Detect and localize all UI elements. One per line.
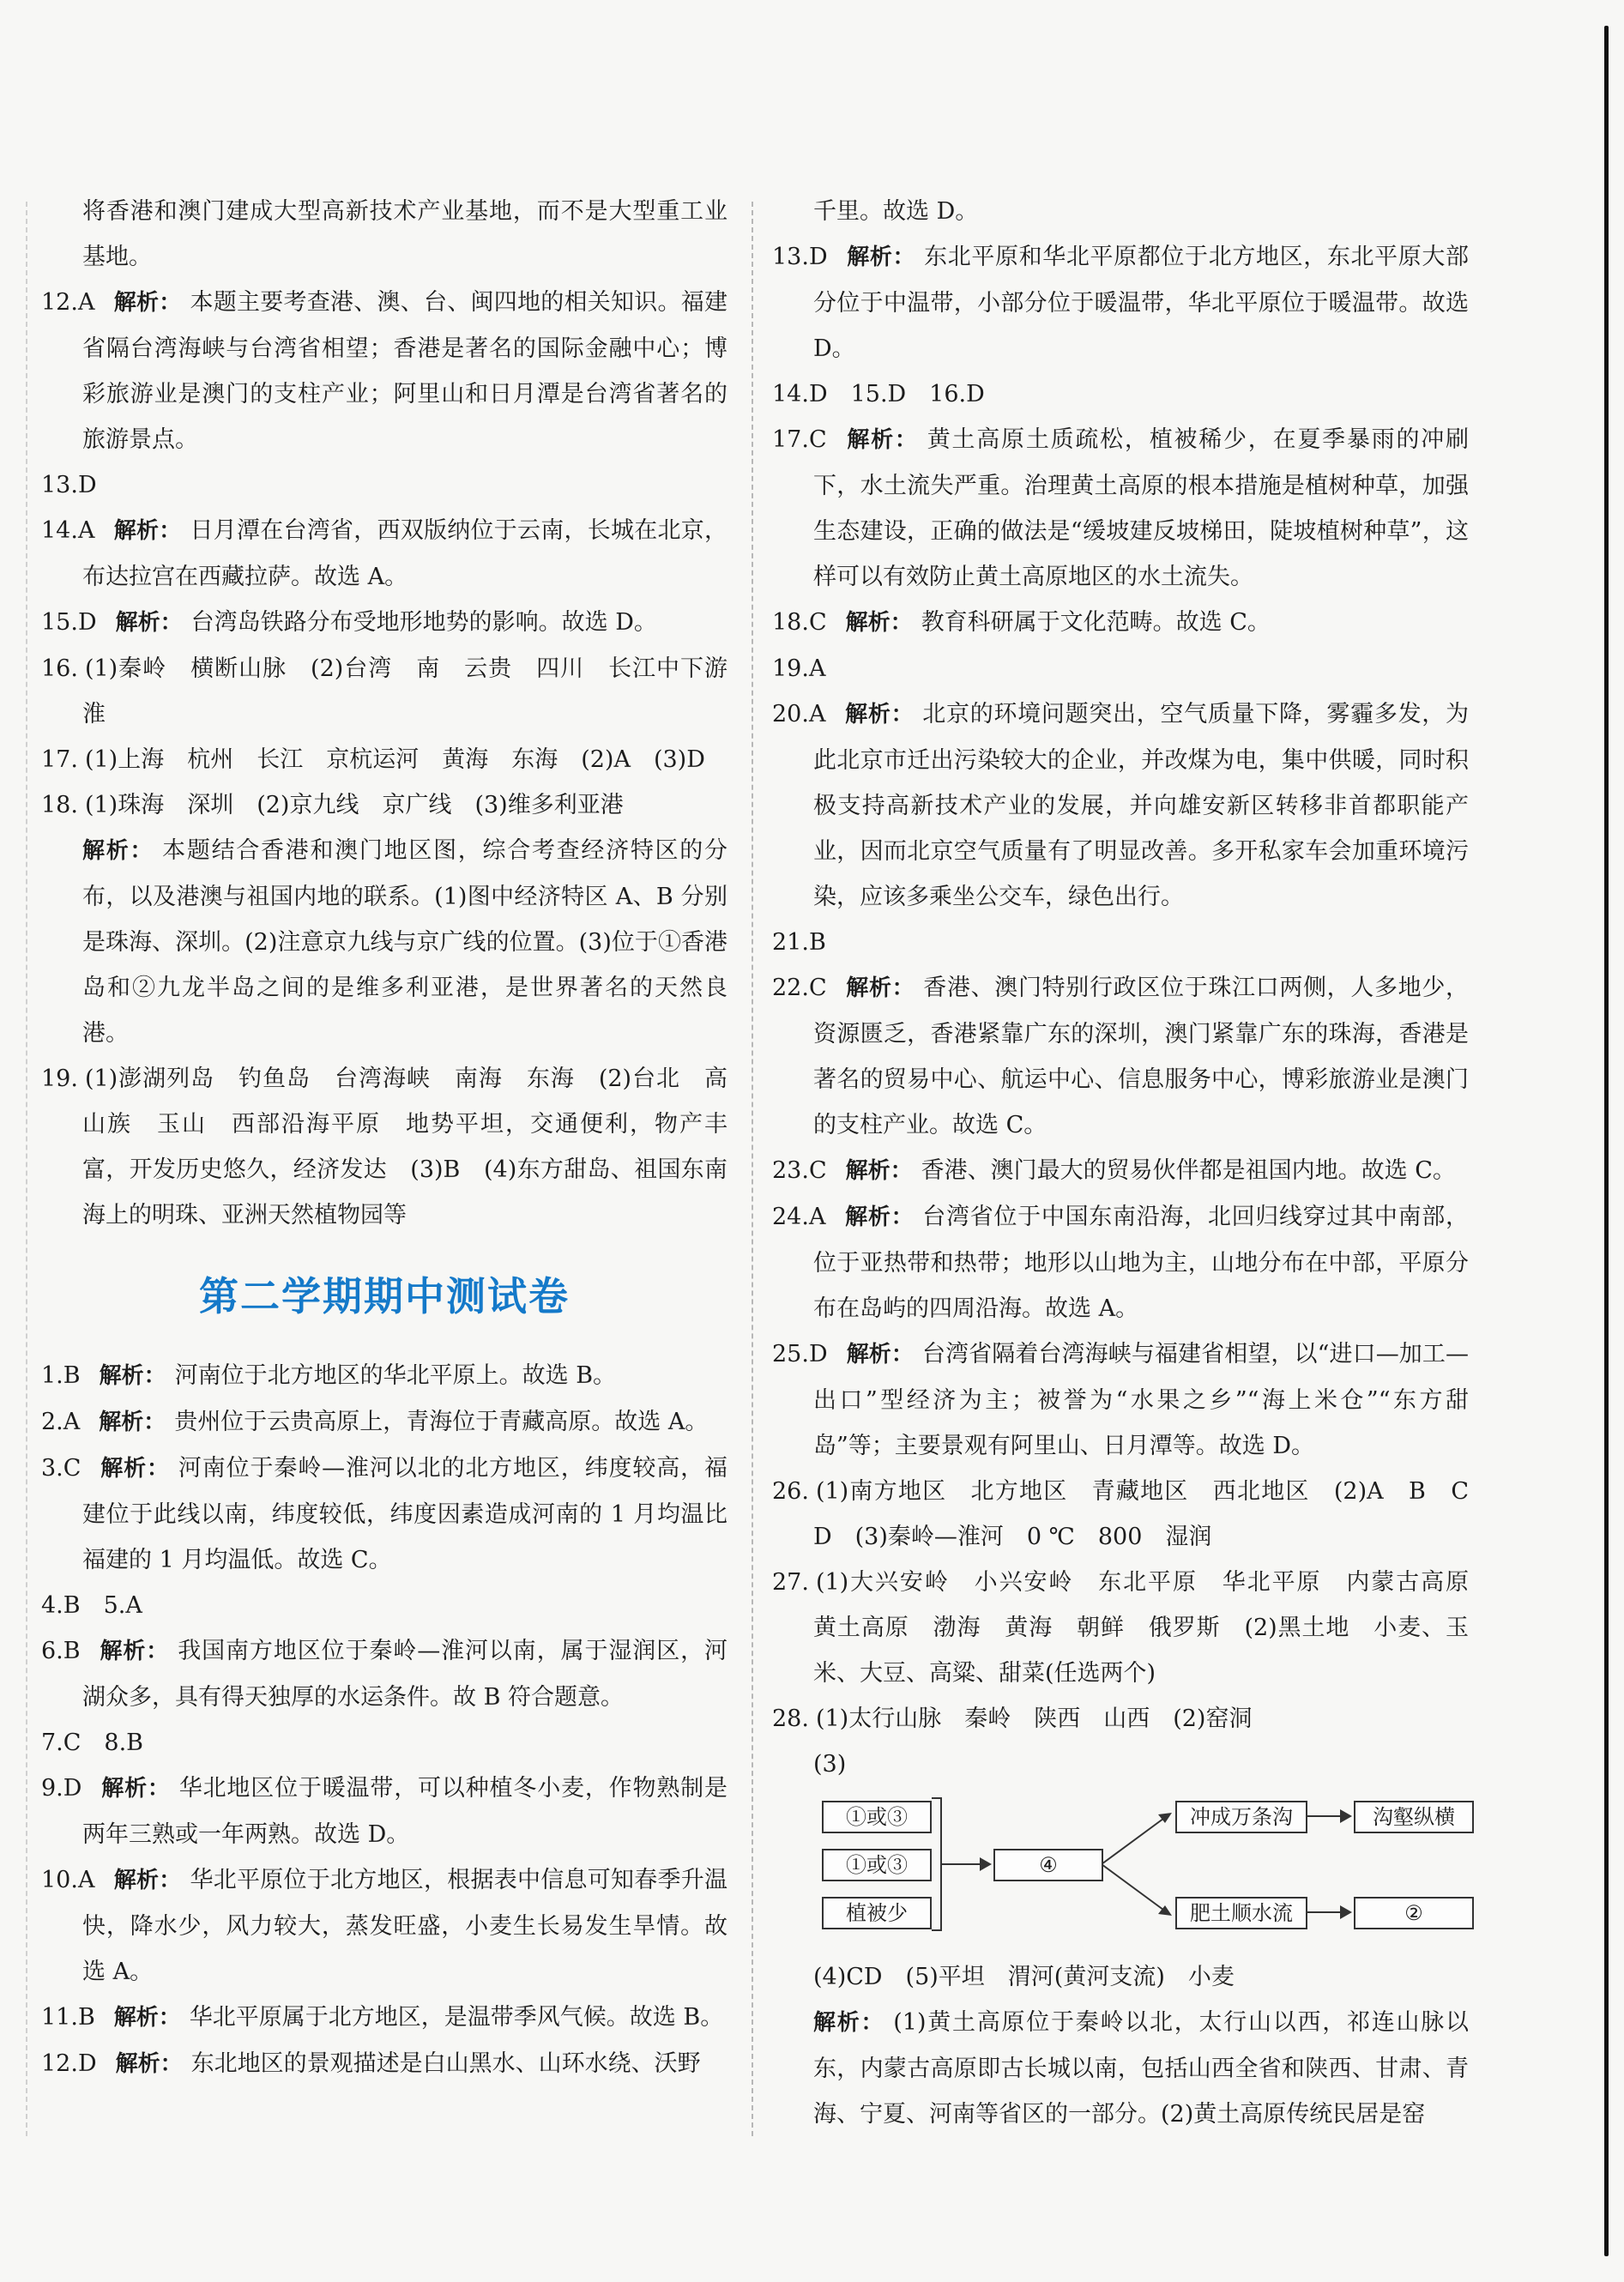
answer-19	[772, 646, 1469, 691]
answer-13	[41, 462, 727, 508]
analysis-label: 解析：	[100, 1776, 171, 1802]
answer-number: 1.B	[41, 1362, 81, 1389]
answer-text: 香港、澳门特别行政区位于珠江口两侧，人多地少，资源匮乏，香港紧靠广东的深圳，澳门紧靠广东的珠海，香港是著名的贸易中心、航运中心、信息服务中心，博彩旅游业是澳门的支柱产业。故选 C。	[813, 975, 1469, 1138]
diagram-box-cause-1: ①或③	[822, 1801, 932, 1833]
answer-text: (1)黄土高原位于秦岭以北，太行山以西，祁连山脉以东，内蒙古高原即古长城以南，包括山西全省和陕西、甘肃、青海、宁夏、河南等省区的一部分。(2)黄土高原传统民居是窑	[813, 2009, 1469, 2128]
analysis-label: 解析：	[113, 1868, 182, 1893]
answer-text: 台湾省位于中国东南沿海，北回归线穿过其中南部，位于亚热带和热带；地形以山地为主，山地分布在中部，平原分布在岛屿的四周沿海。故选 A。	[813, 1204, 1469, 1322]
answer-text: 本题主要考查港、澳、台、闽四地的相关知识。福建省隔台湾海峡与台湾省相望；香港是著名的国际金融中心；博彩旅游业是澳门的支柱产业；阿里山和日月潭是台湾省著名的旅游景点。	[82, 289, 727, 453]
answer-number: 24.A	[772, 1204, 826, 1230]
answer-number: 16.	[41, 655, 78, 682]
diagram-box-soil-loss: 肥土顺水流	[1175, 1897, 1307, 1929]
answer-text: 我国南方地区位于秦岭—淮河以南，属于湿润区，河湖众多，具有得天独厚的水运条件。故 B 符合题意。	[82, 1638, 727, 1711]
answer-text: 香港、澳门最大的贸易伙伴都是祖国内地。故选 C。	[921, 1157, 1456, 1184]
answer-12	[41, 280, 727, 462]
answer-text: 东北地区的景观描述是白山黑水、山环水绕、沃野	[190, 2050, 701, 2077]
branch-up-line	[1102, 1816, 1167, 1864]
diagram-box-ravines: 沟壑纵横	[1354, 1801, 1474, 1833]
diagram-box-cause-2: ①或③	[822, 1849, 932, 1881]
answer-number: 11.B	[41, 2004, 95, 2031]
answer-number: 12.A	[41, 289, 95, 316]
continued-line: 将香港和澳门建成大型高新技术产业基地，而不是大型重工	[82, 198, 704, 225]
answer-text: (1)秦岭 横断山脉 (2)台湾 南 云贵 四川 长江中下游 淮	[82, 655, 751, 727]
answer-number: 6.B	[41, 1638, 81, 1664]
diagram-branch-arrows	[1102, 1797, 1179, 1935]
brace-bottom	[932, 1929, 942, 1931]
answer-4-5	[41, 1583, 727, 1628]
column-divider	[752, 202, 753, 2136]
answer-14-16	[772, 371, 1469, 417]
answer-7-8	[41, 1720, 727, 1766]
answer-number: 4.B 5.A	[41, 1592, 142, 1619]
diagram-box-center: ④	[993, 1849, 1103, 1881]
answer-28	[772, 1696, 1469, 1742]
answer-text: 河南位于秦岭—淮河以北的北方地区，纬度较高，福建位于此线以南，纬度较低，纬度因素造成河南的 1 月均温比福建的 1 月均温低。故选 C。	[82, 1455, 727, 1573]
answer-13	[772, 234, 1469, 371]
diagram-box-result: ②	[1354, 1897, 1474, 1929]
answer-text: (1)太行山脉 秦岭 陕西 山西 (2)窑洞	[815, 1705, 1253, 1732]
answer-20	[772, 691, 1469, 920]
answer-22	[772, 965, 1469, 1148]
answer-text: 本题结合香港和澳门地区图，综合考查经济特区的分布，以及港澳与祖国内地的联系。(1)图中经济特区 A、B 分别是珠海、深圳。(2)注意京九线与京广线的位置。(3)位于①香港岛和②九龙半岛之间的是维多利亚港，是世界著名的天然良港。	[82, 837, 727, 1047]
answer-text: 华北地区位于暖温带，可以种植冬小麦，作物熟制是两年三熟或一年两熟。故选 D。	[82, 1775, 727, 1848]
analysis-label: 解析：	[113, 2005, 181, 2031]
answer-number: 12.D	[41, 2050, 97, 2077]
arrow-to-center	[942, 1863, 980, 1865]
analysis-label: 解析：	[115, 2051, 183, 2077]
answer-3	[41, 1446, 727, 1583]
answer-number: 13.D	[772, 244, 828, 270]
answer-number: 19.A	[772, 655, 826, 682]
answer-number: 23.C	[772, 1157, 827, 1184]
erosion-flow-diagram	[822, 1797, 1474, 1947]
diagram-box-gullies: 冲成万条沟	[1175, 1801, 1307, 1833]
answer-11	[41, 1995, 727, 2041]
continued-text	[772, 189, 1469, 234]
analysis-label: 解析：	[99, 1639, 170, 1664]
answer-19	[41, 1056, 727, 1238]
analysis-label: 解析：	[844, 1204, 915, 1230]
answer-number: 17.	[41, 746, 78, 773]
analysis-label: 解析：	[846, 244, 916, 270]
answer-16	[41, 646, 751, 737]
answer-24	[772, 1194, 1469, 1331]
answer-10	[41, 1857, 727, 1995]
page-edge-shadow	[1604, 26, 1609, 2256]
answer-12	[41, 2041, 727, 2087]
answer-number: 7.C 8.B	[41, 1730, 144, 1756]
arrow-bottom	[1307, 1911, 1342, 1913]
section-title: 第二学期期中测试卷	[199, 1273, 570, 1319]
arrowhead	[1340, 1905, 1352, 1919]
answer-number: 18.	[41, 792, 78, 818]
answer-26	[772, 1469, 1492, 1560]
answer-text: 东北平原和华北平原都位于北方地区，东北平原大部分位于中温带，小部分位于暖温带，华北平原位于暖温带。故选 D。	[813, 244, 1469, 362]
answer-14	[41, 508, 727, 600]
answer-text: (1)上海 杭州 长江 京杭运河 黄海 东海 (2)A (3)D	[84, 746, 705, 773]
answer-25	[772, 1331, 1469, 1469]
answer-number: 17.C	[772, 426, 827, 453]
continued-line: 业基地。	[82, 198, 727, 270]
answer-number: 25.D	[772, 1341, 828, 1367]
arrowhead	[980, 1857, 992, 1871]
answer-17	[41, 737, 727, 782]
answer-number: 3.C	[41, 1455, 82, 1482]
answer-number: 18.C	[772, 609, 827, 636]
analysis-label: 解析：	[115, 610, 183, 636]
analysis-label: 解析：	[845, 427, 919, 453]
answer-text: 台湾岛铁路分布受地形地势的影响。故选 D。	[190, 609, 657, 636]
answer-text: (4)CD (5)平坦 渭河(黄河支流) 小麦	[813, 1964, 1235, 1990]
analysis-label: 解析：	[113, 290, 182, 316]
answer-text: 北京的环境问题突出，空气质量下降，雾霾多发，为此北京市迁出污染较大的企业，并改煤为电，集中供暖，同时积极支持高新技术产业的发展，并向雄安新区转移非首都职能产业，因而北京空气质量有了明显改善。多开私家车会加重环境污染，应该多乘坐公交车，绿色出行。	[813, 701, 1469, 910]
answer-number: 13.D	[41, 472, 97, 498]
analysis-label: 解析：	[844, 702, 915, 727]
arrowhead	[1340, 1809, 1352, 1823]
answer-number: 10.A	[41, 1867, 95, 1893]
analysis-label: 解析：	[100, 1456, 170, 1482]
answer-number: 21.B	[772, 929, 826, 956]
sub-question-label: (3)	[813, 1751, 847, 1778]
answer-17	[772, 417, 1469, 600]
continued-line: 千里。故选 D。	[813, 198, 979, 225]
answer-text: 日月潭在台湾省，西双版纳位于云南，长城在北京，布达拉宫在西藏拉萨。故选 A。	[82, 517, 727, 590]
answer-number: 2.A	[41, 1409, 81, 1435]
answer-number: 26.	[772, 1478, 809, 1505]
left-column	[41, 189, 751, 2087]
answer-text: 贵州位于云贵高原上，青海位于青藏高原。故选 A。	[174, 1409, 709, 1435]
continued-text	[41, 189, 727, 280]
answer-text: (1)澎湖列岛 钓鱼岛 台湾海峡 南海 东海 (2)台北 高山族 玉山 西部沿海平原 地势平坦，交通便利，物产丰富，开发历史悠久，经济发达 (3)B (4)东方甜岛、祖国东南海上的明珠、亚洲天然植物园等	[82, 1066, 727, 1229]
analysis-label: 解析：	[845, 610, 913, 636]
analysis-label: 解析：	[99, 1363, 166, 1389]
arrow-top	[1307, 1815, 1342, 1817]
answer-number: 9.D	[41, 1775, 82, 1802]
answer-28-analysis	[772, 2000, 1469, 2137]
answer-28-sub4	[772, 1954, 1469, 2000]
right-column	[772, 189, 1492, 2137]
answer-number: 22.C	[772, 975, 827, 1001]
analysis-label: 解析：	[82, 838, 154, 864]
answer-number: 19.	[41, 1066, 78, 1092]
answer-number: 27.	[772, 1569, 809, 1596]
answer-text: 华北平原属于北方地区，是温带季风气候。故选 B。	[189, 2004, 724, 2031]
answer-number: 28.	[772, 1705, 809, 1732]
answer-text: 黄土高原土质疏松，植被稀少，在夏季暴雨的冲刷下，水土流失严重。治理黄土高原的根本措施是植树种草，加强生态建设，正确的做法是“缓坡建反坡梯田，陡坡植树种草”，这样可以有效防止黄土高原地区的水土流失。	[813, 426, 1469, 590]
answer-18	[41, 782, 727, 828]
answer-1	[41, 1353, 727, 1399]
answer-27	[772, 1560, 1492, 1696]
analysis-label: 解析：	[845, 975, 915, 1001]
left-margin-rule	[26, 202, 27, 2136]
analysis-label: 解析：	[846, 1342, 914, 1367]
answer-21	[772, 920, 1469, 965]
answer-number: 20.A	[772, 701, 826, 727]
answer-text: (1)珠海 深圳 (2)京九线 京广线 (3)维多利亚港	[84, 792, 624, 818]
diagram-box-cause-3: 植被少	[822, 1897, 932, 1929]
answer-18	[772, 600, 1469, 646]
answer-text: 台湾省隔着台湾海峡与福建省相望，以“进口—加工—出口”型经济为主；被誉为“水果之乡”“海上米仓”“东方甜岛”等；主要景观有阿里山、日月潭等。故选 D。	[813, 1341, 1469, 1459]
answer-number: 14.D 15.D 16.D	[772, 381, 985, 408]
analysis-label: 解析：	[99, 1410, 166, 1435]
answer-text: 华北平原位于北方地区，根据表中信息可知春季升温快，降水少，风力较大，蒸发旺盛，小麦生长易发生旱情。故选 A。	[82, 1867, 727, 1985]
answer-number: 15.D	[41, 609, 97, 636]
answer-9	[41, 1766, 727, 1857]
answer-text: 河南位于北方地区的华北平原上。故选 B。	[174, 1362, 617, 1389]
answer-18-analysis	[41, 828, 727, 1056]
analysis-label: 解析：	[813, 2010, 885, 2036]
answer-23	[772, 1148, 1469, 1194]
answer-number: 14.A	[41, 517, 95, 544]
analysis-label: 解析：	[845, 1158, 913, 1184]
answer-15	[41, 600, 727, 646]
answer-text: (1)南方地区 北方地区 青藏地区 西北地区 (2)A B C D (3)秦岭—淮河 0 ℃ 800 湿润	[813, 1478, 1492, 1550]
answer-28-sub3	[772, 1742, 1469, 1787]
answer-6	[41, 1628, 727, 1720]
branch-down-line	[1102, 1864, 1167, 1912]
answer-text: 教育科研属于文化范畴。故选 C。	[921, 609, 1271, 636]
answer-text: (1)大兴安岭 小兴安岭 东北平原 华北平原 内蒙古高原 黄土高原 渤海 黄海 朝鲜 俄罗斯 (2)黑土地 小麦、玉米、大豆、高粱、甜菜(任选两个)	[813, 1569, 1492, 1687]
answer-2	[41, 1399, 727, 1446]
analysis-label: 解析：	[113, 518, 182, 544]
